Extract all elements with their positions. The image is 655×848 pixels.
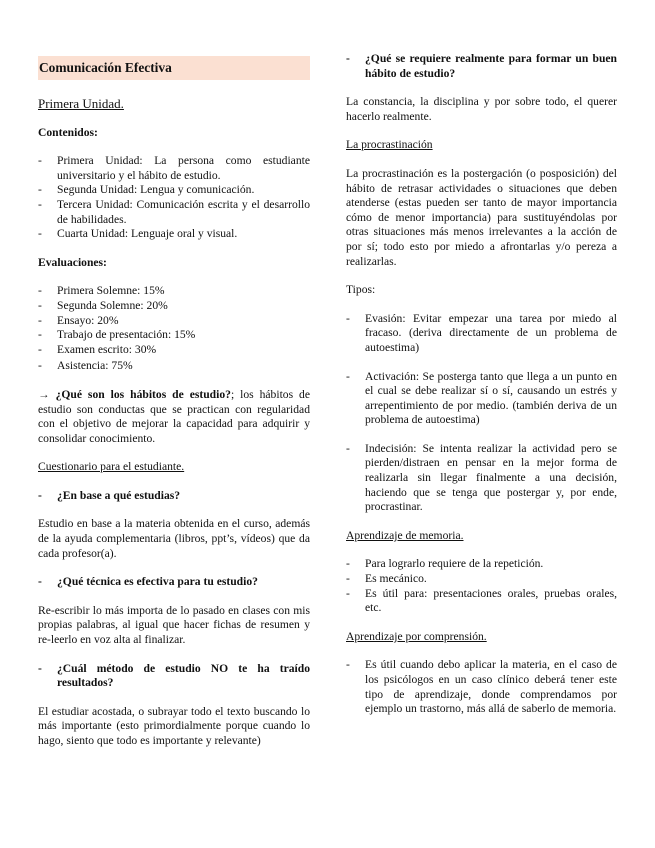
list-item: - Es útil para: presentaciones orales, pruebas orales, etc. bbox=[346, 586, 617, 615]
contents-list bbox=[38, 154, 310, 242]
list-item: - Tercera Unidad: Comunicación escrita y el desarrollo de habilidades. bbox=[38, 197, 310, 226]
bullet-dash: - bbox=[38, 284, 42, 298]
list-item: - Asistencia: 75% bbox=[38, 359, 133, 373]
bullet-dash: - bbox=[346, 572, 350, 586]
question-1 bbox=[38, 489, 310, 504]
habits-text: ; los hábitos de estudio son conductas que se practican con regularidad con el objetivo de mejorar la capacidad para adquirir y consolidar conocimiento. bbox=[38, 387, 311, 445]
unit-heading: Primera Unidad. bbox=[38, 96, 124, 111]
bullet-dash: - bbox=[346, 52, 350, 65]
bullet-dash: - bbox=[38, 359, 42, 373]
question-2 bbox=[38, 575, 310, 590]
bullet-dash: - bbox=[346, 586, 350, 600]
list-item: - Segunda Unidad: Lengua y comunicación. bbox=[38, 183, 255, 197]
arrow-right-icon: → bbox=[38, 387, 50, 401]
bullet-dash: - bbox=[38, 342, 42, 356]
document-title: Comunicación Efectiva bbox=[38, 56, 310, 80]
bullet-dash: - bbox=[38, 575, 42, 589]
list-item: - Examen escrito: 30% bbox=[38, 342, 157, 356]
list-item: - Activación: Se posterga tanto que llega a un punto en el cual se debe realizar sí o sí, causando un estrés y arrepentimiento de por medio. (también deriva de un problema de autoestima) bbox=[346, 369, 617, 427]
question-item: - ¿Cuál método de estudio NO te ha traído resultados? bbox=[38, 661, 310, 690]
bullet-dash: - bbox=[38, 298, 42, 312]
bullet-dash: - bbox=[346, 369, 350, 383]
memory-learning-heading: Aprendizaje de memoria. bbox=[346, 528, 464, 542]
evaluations-list bbox=[38, 284, 310, 374]
list-item: - Es mecánico. bbox=[346, 572, 427, 586]
question-3 bbox=[38, 662, 310, 691]
habits-question: ¿Qué son los hábitos de estudio? bbox=[55, 387, 231, 401]
comprehension-list bbox=[346, 658, 617, 716]
bullet-dash: - bbox=[38, 197, 42, 211]
answer-4: La constancia, la disciplina y por sobre todo, el querer hacerlo realmente. bbox=[346, 95, 617, 123]
bullet-dash: - bbox=[38, 227, 42, 241]
question-4 bbox=[346, 52, 617, 81]
bullet-dash: - bbox=[38, 183, 42, 197]
bullet-dash: - bbox=[38, 661, 42, 675]
bullet-dash: - bbox=[38, 488, 42, 502]
procrastination-heading: La procrastinación bbox=[346, 138, 433, 152]
bullet-dash: - bbox=[38, 154, 42, 168]
list-item: - Para lograrlo requiere de la repetición. bbox=[346, 557, 544, 571]
question-item: - ¿Qué técnica es efectiva para tu estudio? bbox=[38, 575, 258, 589]
list-item: - Es útil cuando debo aplicar la materia, en el caso de los psicólogos en un caso clínico deberá tener este tipo de aprendizaje, donde comprendamos por ejemplo un trastorno, más allá de saberlo de memoria. bbox=[346, 658, 617, 716]
list-item: - Primera Unidad: La persona como estudiante universitario y el hábito de estudio. bbox=[38, 154, 310, 182]
list-item: - Primera Solemne: 15% bbox=[38, 284, 165, 298]
answer-1: Estudio en base a la materia obtenida en el curso, además de la ayuda complementaria (libros, ppt’s, vídeos) que da cada profesor(a). bbox=[38, 517, 310, 560]
bullet-dash: - bbox=[346, 311, 350, 325]
list-item: - Ensayo: 20% bbox=[38, 313, 119, 327]
question-item: - ¿En base a qué estudias? bbox=[38, 488, 181, 502]
questionnaire-heading: Cuestionario para el estudiante. bbox=[38, 460, 185, 474]
list-item: - Segunda Solemne: 20% bbox=[38, 298, 168, 312]
left-column bbox=[38, 52, 310, 749]
question-item: - ¿Qué se requiere realmente para formar un buen hábito de estudio? bbox=[346, 52, 617, 80]
list-item: - Cuarta Unidad: Lenguaje oral y visual. bbox=[38, 227, 238, 241]
evaluations-heading: Evaluaciones: bbox=[38, 255, 107, 269]
list-item: - Evasión: Evitar empezar una tarea por miedo al fracaso. (deriva directamente de un problema de autoestima) bbox=[346, 311, 617, 354]
list-item: - Trabajo de presentación: 15% bbox=[38, 328, 196, 342]
list-item: - Indecisión: Se intenta realizar la actividad pero se pierden/distraen en pensar en la mejor forma de realizarla sin llegar finalmente a una decisión, haciendo que se tenga que postergar y, por ende, procrastinar. bbox=[346, 441, 617, 514]
bullet-dash: - bbox=[346, 441, 350, 455]
bullet-dash: - bbox=[38, 313, 42, 327]
answer-3: El estudiar acostada, o subrayar todo el texto buscando lo más importante (esto primordialmente porque cuando lo hago, siento que todo es importante y relevante) bbox=[38, 704, 310, 747]
bullet-dash: - bbox=[346, 658, 350, 672]
bullet-dash: - bbox=[346, 557, 350, 571]
answer-2: Re-escribir lo más importa de lo pasado en clases con mis propias palabras, al igual que hacer fichas de resumen y re-leerlo en voz alta al finalizar. bbox=[38, 603, 310, 647]
types-list bbox=[346, 312, 617, 515]
types-heading: Tipos: bbox=[346, 283, 376, 297]
comprehension-learning-heading: Aprendizaje por comprensión. bbox=[346, 629, 487, 643]
bullet-dash: - bbox=[38, 328, 42, 342]
right-column bbox=[346, 52, 617, 717]
procrastination-text: La procrastinación es la postergación (o posposición) del hábito de retrasar actividades o situaciones que deben atenderse (estas pueden ser tanto de mayor importancia cómo de menor importancia) para sustituyéndolas por otras situaciones más menos irrelevantes a la acción de por sí; todo esto por miedo a afrontarlas y/o pereza a realizarlas. bbox=[346, 166, 617, 268]
contents-heading: Contenidos: bbox=[38, 125, 98, 139]
memory-list bbox=[346, 557, 617, 615]
habits-paragraph bbox=[38, 388, 310, 446]
